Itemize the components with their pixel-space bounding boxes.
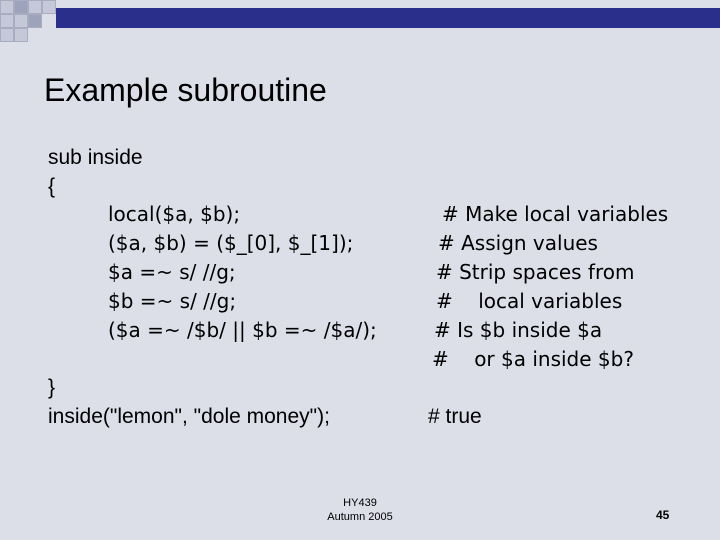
page-number: 45 [656,508,670,522]
code-line-7: ($a =~ /$b/ || $b =~ /$a/); [108,318,377,342]
code-line-3: local($a, $b); [108,202,241,226]
corner-square-9 [14,28,28,42]
code-line-5: $a =~ s/ //g; [108,260,236,284]
corner-square-7 [28,14,42,28]
footer-course: HY439 [343,497,377,509]
comment-line-3: # Strip spaces from [436,260,635,284]
comment-line-1: # Make local variables [442,202,669,226]
code-line-1: sub inside [48,146,143,169]
comment-line-4: # local variables [436,289,623,313]
code-line-6: $b =~ s/ //g; [108,289,237,313]
footer-term: Autumn 2005 [327,511,393,523]
top-accent-bar [56,8,720,28]
code-line-9: inside("lemon", "dole money"); [48,405,330,428]
comment-line-2: # Assign values [438,231,598,255]
corner-square-1 [0,0,14,14]
corner-square-5 [0,14,14,28]
code-line-8: } [48,376,56,399]
slide-footer [300,496,420,524]
code-line-4: ($a, $b) = ($_[0], $_[1]); [108,231,354,255]
corner-square-4 [42,0,56,14]
comment-line-7: # true [428,405,482,428]
corner-square-3 [28,0,42,14]
comment-line-6: # or $a inside $b? [432,347,634,371]
corner-square-2 [14,0,28,14]
code-line-2: { [48,175,56,198]
corner-square-6 [14,14,28,28]
corner-square-8 [0,28,14,42]
comment-line-5: # Is $b inside $a [434,318,603,342]
slide-title: Example subroutine [44,72,327,108]
